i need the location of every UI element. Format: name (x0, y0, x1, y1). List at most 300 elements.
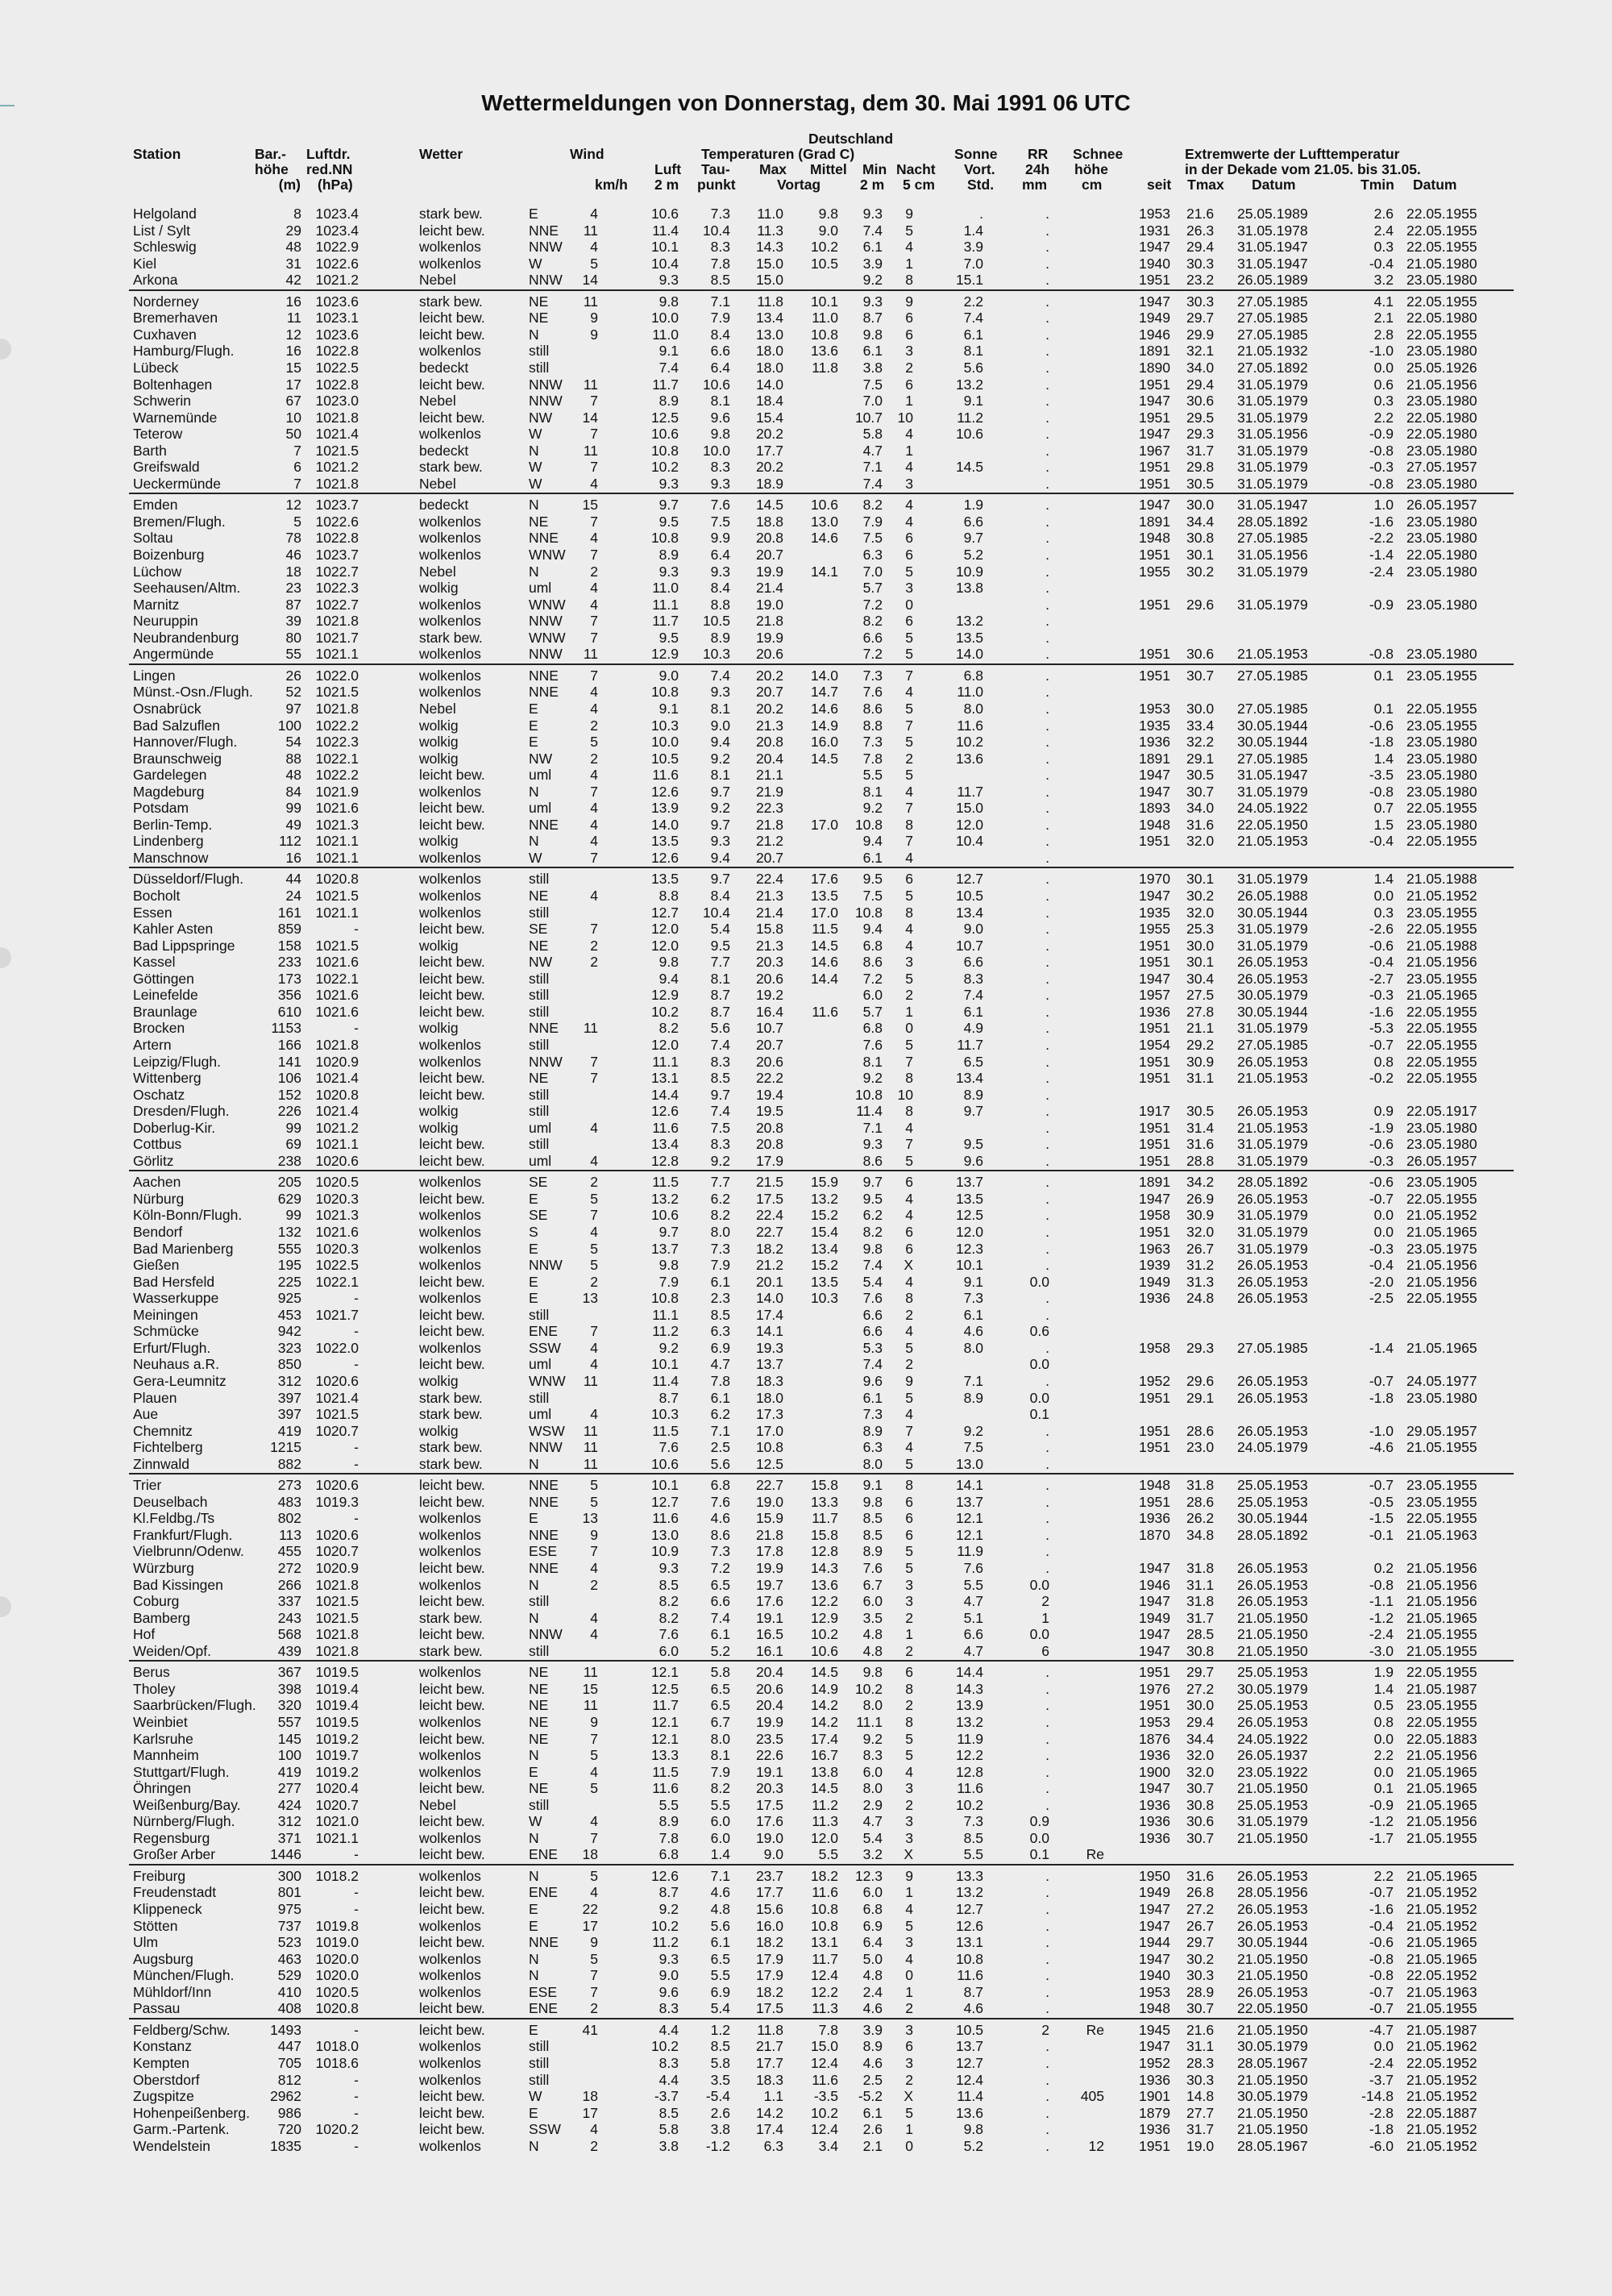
cell-tmin: -0.6 (1369, 717, 1394, 734)
cell-station: Hamburg/Flugh. (133, 343, 235, 360)
cell-min-5cm: 7 (905, 833, 913, 850)
cell-wind-speed: 15 (582, 497, 598, 514)
cell-luft-2m: 11.1 (652, 596, 679, 613)
cell-mittel-vortag: 10.8 (810, 1901, 838, 1917)
cell-wind-richtung: NE (529, 1713, 549, 1730)
cell-min-2m: 2.5 (862, 2071, 883, 2088)
cell-bar-hoehe: 39 (285, 613, 301, 630)
cell-wind-speed: 5 (590, 734, 598, 751)
cell-taupunkt: 3.8 (710, 2121, 730, 2138)
cell-wetter: wolkenlos (419, 888, 481, 904)
cell-bar-hoehe: 69 (285, 1136, 301, 1153)
cell-wetter: leicht bew. (419, 2088, 485, 2105)
cell-sonne: 5.5 (963, 1846, 983, 1863)
cell-tmax: 30.7 (1186, 1829, 1215, 1846)
cell-bar-hoehe: 49 (285, 816, 301, 833)
cell-tmin: -1.8 (1369, 1389, 1394, 1406)
cell-tmax: 29.7 (1186, 310, 1215, 327)
cell-wetter: wolkenlos (419, 1053, 481, 1070)
cell-luft-2m: 12.0 (650, 921, 679, 938)
page-title: Wettermeldungen von Donnerstag, dem 30. Mai 1991 06 UTC (481, 90, 1131, 115)
cell-wind-richtung: NNE (529, 1526, 559, 1543)
cell-seit: 1891 (1139, 750, 1170, 767)
cell-luft-2m: 12.1 (650, 1664, 679, 1681)
cell-wetter: wolkenlos (419, 1290, 481, 1307)
cell-wetter: wolkenlos (419, 1664, 481, 1681)
cell-max-vortag: 19.0 (755, 1493, 783, 1510)
cell-wetter: leicht bew. (419, 1780, 485, 1797)
cell-min-5cm: 3 (905, 1813, 913, 1830)
table-row (0, 767, 1612, 784)
cell-bar-hoehe: 54 (285, 734, 301, 751)
table-row (0, 597, 1612, 614)
cell-station: Bremerhaven (133, 310, 218, 327)
cell-luft-2m: 12.6 (650, 849, 679, 866)
cell-taupunkt: 7.1 (710, 1867, 730, 1884)
cell-luft-2m: 11.5 (652, 1422, 679, 1439)
cell-wetter: wolkenlos (419, 1983, 481, 2000)
cell-max-vortag: 20.6 (755, 1680, 783, 1697)
cell-min-2m: 7.6 (862, 1290, 883, 1307)
cell-taupunkt: 9.3 (710, 833, 730, 850)
cell-wetter: wolkig (419, 717, 459, 734)
cell-wind-richtung: NE (529, 888, 549, 904)
cell-tmin-datum: 22.05.1955 (1406, 293, 1477, 310)
cell-luftdruck: 1020.2 (315, 2121, 359, 2138)
cell-rr: . (1045, 426, 1049, 443)
cell-rr: . (1045, 442, 1049, 459)
cell-wind-richtung: still (529, 1642, 550, 1659)
cell-min-2m: 5.0 (862, 1950, 883, 1967)
cell-station: Gera-Leumnitz (133, 1372, 226, 1389)
cell-rr: . (1045, 2000, 1049, 2017)
cell-luft-2m: 10.4 (650, 255, 679, 272)
cell-luftdruck: 1021.1 (315, 646, 359, 663)
cell-min-2m: 8.9 (862, 1422, 883, 1439)
cell-tmax-datum: 22.05.1950 (1237, 2000, 1308, 2017)
table-row (0, 1307, 1612, 1324)
cell-wind-speed: 5 (590, 1747, 598, 1764)
cell-taupunkt: 6.0 (710, 1829, 730, 1846)
cell-mittel-vortag: 17.4 (810, 1730, 838, 1747)
cell-seit: 1951 (1139, 1020, 1170, 1037)
col-nacht: Nacht (896, 161, 936, 177)
cell-seit: 1949 (1139, 1884, 1170, 1901)
cell-luft-2m: 8.9 (659, 1813, 679, 1830)
cell-sonne: 13.6 (955, 750, 983, 767)
cell-wind-richtung: NNE (529, 1560, 559, 1576)
cell-min-2m: 7.6 (862, 1560, 883, 1576)
cell-luft-2m: 13.2 (650, 1190, 679, 1207)
cell-min-5cm: 5 (905, 1152, 913, 1169)
cell-wind-speed: 7 (590, 426, 598, 443)
cell-wind-richtung: W (529, 2088, 542, 2105)
cell-tmax-datum: 21.05.1950 (1237, 1642, 1308, 1659)
cell-station: Großer Arber (133, 1846, 216, 1863)
cell-luftdruck: 1022.6 (315, 255, 359, 272)
cell-max-vortag: 20.8 (755, 1136, 783, 1153)
cell-sonne: 12.7 (955, 2054, 983, 2071)
cell-station: Soltau (133, 530, 173, 547)
cell-min-5cm: 7 (905, 717, 913, 734)
table-row (0, 888, 1612, 905)
cell-sonne: 12.3 (955, 1240, 983, 1257)
cell-min-2m: 6.4 (862, 1934, 883, 1951)
cell-wind-speed: 7 (590, 1983, 598, 2000)
cell-bar-hoehe: 277 (277, 1780, 301, 1797)
cell-station: Augsburg (133, 1950, 193, 1967)
cell-luftdruck: 1022.6 (315, 513, 359, 530)
cell-bar-hoehe: 55 (285, 646, 301, 663)
cell-bar-hoehe: 7 (293, 475, 301, 492)
cell-bar-hoehe: 2962 (270, 2088, 301, 2105)
cell-max-vortag: 20.2 (755, 459, 783, 476)
cell-wind-richtung: N (529, 1967, 539, 1984)
cell-bar-hoehe: 233 (277, 954, 301, 971)
cell-wetter: leicht bew. (419, 1884, 485, 1901)
cell-seit: 1893 (1139, 800, 1170, 817)
cell-rr: . (1045, 206, 1049, 222)
cell-station: Neubrandenburg (133, 629, 239, 646)
cell-min-2m: 6.1 (862, 239, 883, 256)
col-sonne-2: Vort. (964, 161, 995, 177)
cell-wind-richtung: NE (529, 1780, 549, 1797)
cell-luftdruck: 1020.9 (315, 1560, 359, 1576)
cell-rr: 0.0 (1029, 1576, 1049, 1593)
cell-tmin: -0.7 (1369, 1190, 1394, 1207)
cell-min-2m: 4.8 (862, 1642, 883, 1659)
cell-min-5cm: 6 (905, 326, 913, 343)
cell-rr: . (1045, 1119, 1049, 1136)
table-row (0, 1731, 1612, 1748)
cell-taupunkt: 8.5 (710, 1070, 730, 1087)
cell-min-2m: 7.5 (862, 376, 883, 393)
cell-min-2m: 9.8 (862, 326, 883, 343)
cell-tmax-datum: 25.05.1953 (1237, 1697, 1308, 1714)
cell-tmax: 30.3 (1186, 2071, 1215, 2088)
cell-wind-richtung: E (529, 1273, 538, 1290)
cell-seit: 1970 (1139, 871, 1170, 888)
cell-seit: 1951 (1139, 1152, 1170, 1169)
cell-wetter: stark bew. (419, 293, 483, 310)
cell-wetter: wolkenlos (419, 2137, 481, 2154)
cell-wind-richtung: E (529, 206, 538, 222)
cell-taupunkt: 1.4 (710, 1846, 730, 1863)
cell-sonne: 11.7 (957, 1036, 983, 1053)
cell-sonne: 8.9 (963, 1086, 983, 1103)
cell-wetter: leicht bew. (419, 987, 485, 1004)
cell-luftdruck: 1021.8 (315, 700, 359, 717)
cell-wind-richtung: still (529, 970, 550, 987)
cell-bar-hoehe: 529 (277, 1967, 301, 1984)
cell-min-2m: 9.2 (862, 800, 883, 817)
cell-tmax-datum: 31.05.1947 (1237, 767, 1308, 784)
group-separator (129, 1473, 1514, 1475)
cell-bar-hoehe: 31 (285, 255, 301, 272)
cell-min-2m: 9.2 (862, 1730, 883, 1747)
cell-bar-hoehe: 29 (285, 222, 301, 239)
cell-wind-richtung: SE (529, 1207, 548, 1224)
cell-taupunkt: 8.0 (710, 1730, 730, 1747)
cell-wetter: leicht bew. (419, 1626, 485, 1643)
cell-wind-speed: 4 (590, 700, 598, 717)
cell-tmax: 29.1 (1186, 1389, 1215, 1406)
cell-mittel-vortag: 10.5 (810, 255, 838, 272)
table-row (0, 1830, 1612, 1847)
cell-rr: . (1045, 513, 1049, 530)
cell-station: Braunlage (133, 1003, 197, 1020)
cell-tmin-datum: 21.05.1956 (1406, 376, 1477, 393)
cell-sonne: 9.1 (963, 393, 983, 410)
table-row (0, 1951, 1612, 1968)
col-mittel: Mittel (810, 161, 847, 177)
cell-wind-richtung: E (529, 717, 538, 734)
cell-tmax-datum: 23.05.1922 (1237, 1763, 1308, 1780)
cell-sonne: 11.7 (957, 783, 983, 800)
cell-luftdruck: 1022.1 (315, 750, 359, 767)
cell-seit: 1951 (1139, 1053, 1170, 1070)
cell-max-vortag: 21.8 (755, 1526, 783, 1543)
cell-taupunkt: 5.6 (710, 1455, 730, 1472)
cell-wetter: leicht bew. (419, 409, 485, 426)
cell-wetter: leicht bew. (419, 2104, 485, 2121)
cell-tmax: 30.5 (1186, 475, 1215, 492)
cell-tmin: 1.4 (1373, 1680, 1394, 1697)
cell-min-2m: 8.6 (862, 1152, 883, 1169)
cell-wind-speed: 7 (590, 921, 598, 938)
cell-max-vortag: 21.5 (755, 1174, 783, 1191)
cell-wind-speed: 4 (590, 1884, 598, 1901)
cell-rr: . (1045, 1306, 1049, 1323)
cell-sonne: 7.0 (963, 255, 983, 272)
cell-tmax-datum: 31.05.1947 (1237, 497, 1308, 514)
cell-station: Leinefelde (133, 987, 198, 1004)
cell-station: Wendelstein (133, 2137, 210, 2154)
cell-taupunkt: 7.9 (710, 310, 730, 327)
cell-sonne: 4.7 (963, 1593, 983, 1610)
cell-taupunkt: 8.2 (710, 1207, 730, 1224)
cell-mittel-vortag: 14.2 (810, 1697, 838, 1714)
table-row (0, 1577, 1612, 1594)
cell-max-vortag: 15.4 (755, 409, 783, 426)
cell-min-2m: 6.7 (862, 1576, 883, 1593)
cell-sonne: 13.2 (955, 613, 983, 630)
col-datum-1: Datum (1252, 177, 1296, 193)
cell-tmax: 27.7 (1186, 2104, 1215, 2121)
cell-seit: 1948 (1139, 530, 1170, 547)
cell-luftdruck: 1020.0 (315, 1950, 359, 1967)
cell-luft-2m: 7.4 (659, 359, 679, 376)
cell-max-vortag: 17.9 (755, 1152, 783, 1169)
cell-max-vortag: 20.2 (755, 700, 783, 717)
cell-tmax-datum: 30.05.1979 (1237, 1680, 1308, 1697)
cell-taupunkt: 3.5 (710, 2071, 730, 2088)
cell-luftdruck: 1021.8 (315, 1626, 359, 1643)
cell-station: Klippeneck (133, 1901, 202, 1917)
table-row (0, 613, 1612, 630)
cell-min-5cm: 5 (905, 563, 913, 580)
cell-luft-2m: 5.5 (659, 1796, 679, 1813)
cell-sonne: 6.1 (963, 326, 983, 343)
cell-luft-2m: 9.8 (659, 954, 679, 971)
cell-luft-2m: 11.6 (652, 1510, 679, 1527)
cell-tmax-datum: 27.05.1985 (1237, 700, 1308, 717)
cell-bar-hoehe: 555 (277, 1240, 301, 1257)
cell-luftdruck: 1022.2 (315, 717, 359, 734)
cell-wind-richtung: WSW (529, 1422, 565, 1439)
cell-tmin-datum: 23.05.1980 (1406, 646, 1477, 663)
col-tmax: Tmax (1187, 177, 1224, 193)
cell-min-5cm: X (904, 1846, 913, 1863)
cell-taupunkt: 6.8 (710, 1477, 730, 1494)
cell-tmax-datum: 21.05.1950 (1237, 2121, 1308, 2138)
cell-luftdruck: 1021.1 (315, 849, 359, 866)
cell-min-5cm: 5 (905, 1339, 913, 1356)
cell-wetter: wolkenlos (419, 904, 481, 921)
cell-wind-speed: 4 (590, 1609, 598, 1626)
cell-wind-richtung: SSW (529, 2121, 561, 2138)
cell-tmax: 27.8 (1186, 1003, 1215, 1020)
cell-tmax: 29.3 (1186, 426, 1215, 443)
cell-bar-hoehe: 17 (285, 376, 301, 393)
table-row (0, 1967, 1612, 1984)
cell-mittel-vortag: 11.7 (812, 1510, 838, 1527)
cell-tmin: -0.4 (1369, 833, 1394, 850)
cell-luft-2m: 8.3 (659, 2054, 679, 2071)
cell-bar-hoehe: 88 (285, 750, 301, 767)
cell-min-5cm: 3 (905, 1576, 913, 1593)
cell-tmin-datum: 21.05.1965 (1406, 1763, 1477, 1780)
cell-luftdruck: 1021.1 (315, 1829, 359, 1846)
cell-mittel-vortag: 11.6 (812, 1003, 838, 1020)
cell-max-vortag: 18.8 (755, 513, 783, 530)
cell-min-2m: 8.0 (862, 1780, 883, 1797)
cell-rr: . (1045, 1224, 1049, 1240)
cell-wind-richtung: uml (529, 800, 552, 817)
cell-station: Helgoland (133, 206, 197, 222)
cell-station: Oberstdorf (133, 2071, 200, 2088)
cell-max-vortag: 21.3 (755, 888, 783, 904)
cell-luftdruck: 1022.7 (315, 563, 359, 580)
cell-wind-richtung: still (529, 1003, 550, 1020)
cell-max-vortag: 20.3 (755, 954, 783, 971)
cell-sonne: 7.5 (963, 1439, 983, 1456)
cell-seit: 1936 (1139, 1290, 1170, 1307)
table-row (0, 2022, 1612, 2039)
cell-luft-2m: 11.0 (652, 326, 679, 343)
cell-tmax-datum: 24.05.1922 (1237, 1730, 1308, 1747)
cell-rr: . (1045, 2121, 1049, 2138)
cell-wind-speed: 4 (590, 684, 598, 701)
cell-tmin: 1.5 (1373, 816, 1394, 833)
table-row (0, 514, 1612, 530)
cell-min-5cm: 10 (897, 1086, 913, 1103)
cell-sonne: 14.5 (955, 459, 983, 476)
cell-mittel-vortag: 13.1 (810, 1934, 838, 1951)
cell-min-5cm: 6 (905, 613, 913, 630)
cell-tmax: 26.3 (1186, 222, 1215, 239)
cell-wetter: leicht bew. (419, 1477, 485, 1494)
cell-rr: . (1045, 547, 1049, 563)
cell-bar-hoehe: 87 (285, 596, 301, 613)
cell-rr: . (1045, 1713, 1049, 1730)
cell-min-5cm: 10 (897, 409, 913, 426)
cell-seit: 1951 (1139, 1493, 1170, 1510)
cell-taupunkt: 9.0 (710, 717, 730, 734)
cell-tmin-datum: 21.05.1965 (1406, 987, 1477, 1004)
cell-rr: . (1045, 530, 1049, 547)
cell-wind-speed: 4 (590, 475, 598, 492)
table-row (0, 905, 1612, 921)
cell-luftdruck: 1023.6 (315, 293, 359, 310)
cell-min-2m: -5.2 (858, 2088, 883, 2105)
cell-tmin-datum: 23.05.1980 (1406, 563, 1477, 580)
cell-luft-2m: 11.5 (652, 1763, 679, 1780)
cell-tmax-datum: 25.05.1989 (1237, 206, 1308, 222)
cell-rr: . (1045, 1053, 1049, 1070)
cell-bar-hoehe: 1835 (270, 2137, 301, 2154)
cell-wind-speed: 11 (583, 222, 598, 239)
cell-tmax-datum: 21.05.1950 (1237, 1626, 1308, 1643)
cell-sonne: 13.7 (955, 1174, 983, 1191)
cell-wind-speed: 7 (590, 513, 598, 530)
cell-min-5cm: 4 (905, 921, 913, 938)
cell-luft-2m: 8.2 (659, 1593, 679, 1610)
cell-tmax-datum: 31.05.1979 (1237, 937, 1308, 954)
table-row (0, 1423, 1612, 1440)
cell-bar-hoehe: 410 (277, 1983, 301, 2000)
cell-bar-hoehe: 1493 (270, 2021, 301, 2038)
cell-min-5cm: 4 (905, 783, 913, 800)
cell-seit: 1936 (1139, 2071, 1170, 2088)
cell-tmax: 28.9 (1186, 1983, 1215, 2000)
cell-taupunkt: 8.1 (710, 700, 730, 717)
cell-sonne: 4.6 (963, 1323, 983, 1340)
cell-tmax: 23.0 (1186, 1439, 1215, 1456)
cell-station: Hof (133, 1626, 156, 1643)
cell-tmin-datum: 22.05.1955 (1406, 326, 1477, 343)
col-schnee-2: höhe (1074, 161, 1108, 177)
cell-min-2m: 6.6 (862, 629, 883, 646)
cell-tmin-datum: 21.05.1955 (1406, 2000, 1477, 2017)
cell-rr: . (1045, 459, 1049, 476)
cell-wind-speed: 7 (590, 547, 598, 563)
cell-luft-2m: 13.9 (650, 800, 679, 817)
table-row (0, 1323, 1612, 1340)
cell-sonne: 8.3 (963, 970, 983, 987)
cell-tmin-datum: 23.05.1955 (1406, 1477, 1477, 1494)
cell-max-vortag: 19.9 (755, 1713, 783, 1730)
cell-wind-richtung: uml (529, 767, 552, 784)
cell-luftdruck: 1019.8 (315, 1917, 359, 1934)
cell-luft-2m: 8.9 (659, 547, 679, 563)
cell-tmax-datum: 31.05.1979 (1237, 871, 1308, 888)
cell-seit: 1944 (1139, 1934, 1170, 1951)
table-row (0, 1174, 1612, 1191)
table-row (0, 272, 1612, 289)
cell-max-vortag: 20.4 (755, 750, 783, 767)
table-row (0, 701, 1612, 718)
cell-tmin: -2.4 (1369, 2054, 1394, 2071)
cell-min-5cm: 9 (905, 206, 913, 222)
group-separator (129, 867, 1514, 868)
cell-tmin: -4.7 (1369, 2021, 1394, 2038)
cell-min-5cm: 3 (905, 580, 913, 597)
cell-max-vortag: 17.4 (755, 2121, 783, 2138)
cell-min-2m: 11.4 (856, 1103, 883, 1120)
cell-taupunkt: 6.5 (710, 1680, 730, 1697)
cell-min-5cm: 1 (905, 255, 913, 272)
